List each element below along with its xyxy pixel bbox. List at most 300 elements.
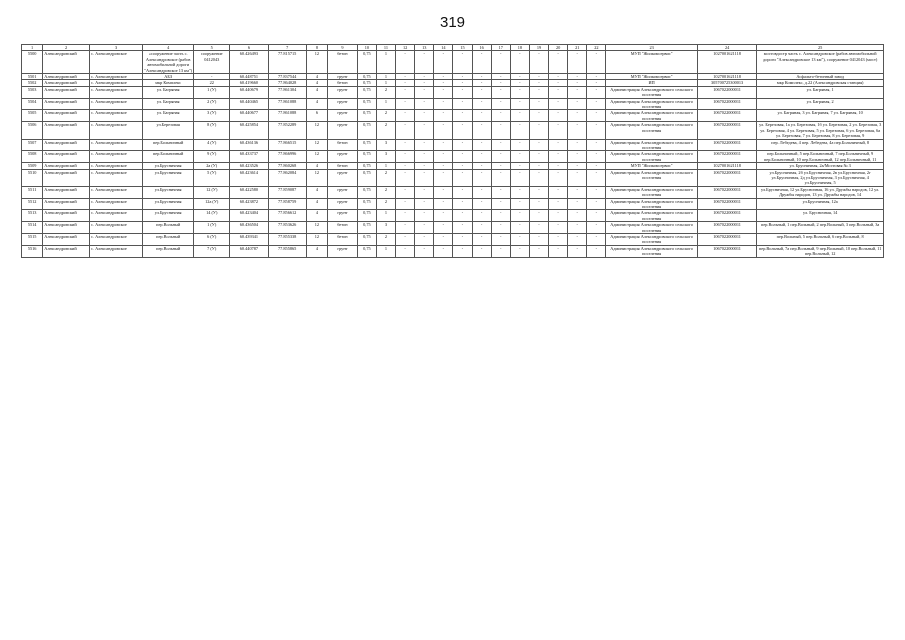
table-cell: - bbox=[491, 198, 510, 210]
table-cell: 1 bbox=[376, 210, 395, 222]
column-number-cell: 2 bbox=[43, 45, 90, 51]
table-cell: 5500 bbox=[22, 51, 43, 74]
table-cell: пер.Больничный bbox=[143, 139, 194, 151]
table-cell: - bbox=[510, 80, 529, 86]
table-cell: бетон bbox=[328, 234, 358, 246]
table-cell: 1067022000011 bbox=[697, 210, 757, 222]
table-cell: с. Александровское bbox=[90, 210, 143, 222]
table-cell: 5514 bbox=[22, 222, 43, 234]
table-cell: - bbox=[396, 169, 415, 186]
table-cell: 8 (У) bbox=[194, 122, 230, 139]
table-cell: 4 bbox=[306, 210, 327, 222]
table-cell: - bbox=[549, 186, 568, 198]
table-cell: 4 bbox=[306, 163, 327, 169]
table-cell: - bbox=[549, 169, 568, 186]
table-cell: - bbox=[491, 51, 510, 74]
table-cell: 0,75 bbox=[357, 74, 376, 80]
table-cell: - bbox=[453, 151, 472, 163]
table-cell: - bbox=[491, 245, 510, 257]
table-cell: 5507 bbox=[22, 139, 43, 151]
table-cell: 1027001621118 bbox=[697, 74, 757, 80]
table-cell: - bbox=[396, 139, 415, 151]
table-cell: 1 bbox=[376, 51, 395, 74]
table-cell: 305700725300013 bbox=[697, 80, 757, 86]
table-cell: - bbox=[491, 74, 510, 80]
table-cell: 1067022000011 bbox=[697, 169, 757, 186]
table-cell: - bbox=[472, 222, 491, 234]
table-cell: 1 bbox=[376, 98, 395, 110]
table-cell: 0,75 bbox=[357, 110, 376, 122]
column-number-cell: 9 bbox=[328, 45, 358, 51]
table-cell: 0,75 bbox=[357, 198, 376, 210]
table-cell: - bbox=[568, 139, 587, 151]
table-cell: - bbox=[453, 74, 472, 80]
table-cell: 0,75 bbox=[357, 186, 376, 198]
table-cell: 0,75 bbox=[357, 210, 376, 222]
table-cell: 2 bbox=[376, 122, 395, 139]
table-cell: ул. Багряная bbox=[143, 110, 194, 122]
table-cell: - bbox=[587, 98, 606, 110]
table-cell: - bbox=[587, 51, 606, 74]
table-cell: - bbox=[568, 86, 587, 98]
table-cell: ул.Брусничная, 12 ул.Брусничная, 16 ул. Дружбы народов, 12 ул. Дружбы народов, 13 ул. Дружбы народов, 14 bbox=[757, 186, 884, 198]
table-cell: - bbox=[415, 51, 434, 74]
table-cell: - bbox=[453, 163, 472, 169]
page-number: 319 bbox=[439, 14, 466, 31]
table-cell: - bbox=[529, 186, 548, 198]
table-cell: 0,75 bbox=[357, 151, 376, 163]
table-cell: «сооружение часть с. Александровское (рабов автомобильной дороги "Александровское 13 км") bbox=[144, 51, 193, 73]
table-row bbox=[22, 198, 884, 210]
table-cell: - bbox=[453, 98, 472, 110]
table-cell: - bbox=[568, 80, 587, 86]
table-cell: 2 bbox=[376, 110, 395, 122]
table-cell: 4 bbox=[306, 98, 327, 110]
table-cell: 4 (У) bbox=[194, 139, 230, 151]
table-cell: - bbox=[434, 186, 453, 198]
table-cell: - bbox=[549, 86, 568, 98]
table-cell: - bbox=[568, 110, 587, 122]
table-cell: ул. Брусничная, 14 bbox=[757, 210, 884, 222]
table-cell: бетон bbox=[328, 51, 358, 74]
table-cell: 0,75 bbox=[357, 51, 376, 74]
column-number-cell: 21 bbox=[568, 45, 587, 51]
table-cell: - bbox=[529, 139, 548, 151]
table-cell: Александровский bbox=[43, 198, 90, 210]
table-cell: с. Александровское bbox=[90, 151, 143, 163]
table-cell: мкр Комплекс, д.22 (Александровская станция) bbox=[757, 80, 884, 86]
table-cell: 14 (У) bbox=[194, 210, 230, 222]
table-cell: - bbox=[529, 80, 548, 86]
table-cell: - bbox=[453, 122, 472, 139]
table-cell: - bbox=[472, 163, 491, 169]
table-cell: - bbox=[491, 110, 510, 122]
table-cell: - bbox=[529, 210, 548, 222]
table-cell: - bbox=[415, 110, 434, 122]
table-cell: - bbox=[415, 245, 434, 257]
table-cell: 1067022000011 bbox=[697, 98, 757, 110]
table-cell: с. Александровское bbox=[90, 169, 143, 186]
table-cell: - bbox=[529, 169, 548, 186]
table-cell: 2 bbox=[376, 186, 395, 198]
table-cell: 3 bbox=[376, 139, 395, 151]
table-cell: пер.Вольный bbox=[143, 234, 194, 246]
table-cell: 6 bbox=[306, 110, 327, 122]
table-row bbox=[22, 86, 884, 98]
column-number-cell: 8 bbox=[306, 45, 327, 51]
table-cell: - bbox=[453, 245, 472, 257]
table-cell: пер.Вольный, 5 пер.Вольный, 6 пер.Вольный, 8 bbox=[757, 234, 884, 246]
table-cell: ул.Брусничная, 12а bbox=[757, 198, 884, 210]
table-cell: - bbox=[453, 169, 472, 186]
table-cell: - bbox=[510, 186, 529, 198]
table-cell: с. Александровское bbox=[90, 163, 143, 169]
table-cell: Александровский bbox=[43, 210, 90, 222]
table-cell: грунт bbox=[328, 198, 358, 210]
table-cell: Администрация Александровского сельского поселения bbox=[606, 245, 697, 257]
table-cell: 60.436504 bbox=[230, 222, 268, 234]
table-cell: - bbox=[472, 122, 491, 139]
table-cell: 22 bbox=[194, 80, 230, 86]
table-cell: с. Александровское bbox=[90, 98, 143, 110]
table-cell: 4 bbox=[306, 86, 327, 98]
table-cell: ул.Брусничная bbox=[143, 198, 194, 210]
table-cell: Александровский bbox=[43, 122, 90, 139]
column-number-cell: 10 bbox=[357, 45, 376, 51]
table-cell: 1027001621118 bbox=[697, 51, 757, 74]
table-cell: - bbox=[453, 51, 472, 74]
table-cell: 60.440679 bbox=[230, 86, 268, 98]
table-cell: - bbox=[510, 51, 529, 74]
table-cell: - bbox=[549, 139, 568, 151]
table-cell: - bbox=[415, 163, 434, 169]
table-cell: 5509 bbox=[22, 163, 43, 169]
table-row bbox=[22, 139, 884, 151]
table-cell: с. Александровское bbox=[90, 245, 143, 257]
table-cell: - bbox=[434, 86, 453, 98]
table-row bbox=[22, 210, 884, 222]
table-cell: 4 bbox=[306, 198, 327, 210]
table-cell: - bbox=[529, 74, 548, 80]
table-cell: - bbox=[415, 186, 434, 198]
table-cell: 1 bbox=[376, 245, 395, 257]
table-cell: - bbox=[434, 169, 453, 186]
table-cell: - bbox=[549, 74, 568, 80]
table-cell: пер. Лебедева, 4 пер. Лебедева, 4а пер.Больничный, 8 bbox=[757, 139, 884, 151]
table-cell: - bbox=[453, 110, 472, 122]
table-cell: - bbox=[587, 139, 606, 151]
table-cell: 77.855338 bbox=[268, 234, 306, 246]
table-cell: ул.Брусничная bbox=[143, 210, 194, 222]
table-cell: 4 bbox=[306, 80, 327, 86]
table-cell: пер.Вольный, 1 пер.Вольный, 2 пер.Вольный, 3 пер.Вольный, 3а bbox=[757, 222, 884, 234]
table-cell: - bbox=[434, 234, 453, 246]
table-cell: - bbox=[415, 210, 434, 222]
table-cell: Александровский bbox=[43, 151, 90, 163]
table-cell: - bbox=[434, 139, 453, 151]
table-cell: 6 (У) bbox=[194, 234, 230, 246]
table-cell: - bbox=[434, 151, 453, 163]
table-cell: - bbox=[510, 163, 529, 169]
table-cell: Администрация Александровского сельского поселения bbox=[606, 222, 697, 234]
table-cell: 1067022000011 bbox=[697, 151, 757, 163]
table-cell: Администрация Александровского сельского поселения bbox=[606, 198, 697, 210]
table-cell: - bbox=[453, 139, 472, 151]
table-row bbox=[22, 98, 884, 110]
table-cell: 1067022000011 bbox=[697, 122, 757, 139]
column-number-cell: 7 bbox=[268, 45, 306, 51]
table-cell: - bbox=[587, 151, 606, 163]
table-cell: с. Александровское bbox=[90, 110, 143, 122]
table-cell: - bbox=[587, 210, 606, 222]
table-cell: - bbox=[472, 74, 491, 80]
table-cell: Александровский bbox=[43, 222, 90, 234]
table-cell: 0,75 bbox=[357, 222, 376, 234]
table-cell: 1 (У) bbox=[194, 222, 230, 234]
column-number-cell: 6 bbox=[230, 45, 268, 51]
table-cell: 5513 bbox=[22, 210, 43, 222]
table-cell: - bbox=[568, 51, 587, 74]
table-cell: - bbox=[510, 110, 529, 122]
table-cell: 2 bbox=[376, 198, 395, 210]
column-number-cell: 17 bbox=[491, 45, 510, 51]
table-row bbox=[22, 245, 884, 257]
table-cell: 60.419660 bbox=[230, 80, 268, 86]
table-cell: 0,75 bbox=[357, 245, 376, 257]
table-cell: - bbox=[510, 139, 529, 151]
table-cell: грунт bbox=[328, 186, 358, 198]
table-cell: - bbox=[415, 234, 434, 246]
table-cell: 60.448751 bbox=[230, 74, 268, 80]
table-cell: - bbox=[529, 98, 548, 110]
table-cell: 77.855865 bbox=[268, 245, 306, 257]
column-number-cell: 4 bbox=[143, 45, 194, 51]
table-cell: - bbox=[472, 186, 491, 198]
table-cell: пер.Больничный bbox=[143, 151, 194, 163]
table-cell: - bbox=[415, 222, 434, 234]
table-cell: 60.440787 bbox=[230, 245, 268, 257]
table-cell: - bbox=[491, 163, 510, 169]
table-cell: 1067022000011 bbox=[697, 222, 757, 234]
table-cell: - bbox=[529, 86, 548, 98]
table-cell: грунт bbox=[328, 151, 358, 163]
table-cell: - bbox=[549, 234, 568, 246]
table-cell: Администрация Александровского сельского поселения bbox=[606, 110, 697, 122]
table-cell: - bbox=[434, 163, 453, 169]
table-cell: - bbox=[587, 198, 606, 210]
table-cell: - bbox=[510, 74, 529, 80]
table-cell: Асфальто-бетонный завод bbox=[757, 74, 884, 80]
table-cell: - bbox=[415, 74, 434, 80]
table-cell: - bbox=[396, 74, 415, 80]
table-cell: 77.837544 bbox=[268, 74, 306, 80]
table-cell: Александровский bbox=[43, 186, 90, 198]
table-cell: 60.440465 bbox=[230, 98, 268, 110]
table-cell: 5512 bbox=[22, 198, 43, 210]
table-cell: 5508 bbox=[22, 151, 43, 163]
table-cell: грунт bbox=[328, 98, 358, 110]
table-cell: - bbox=[529, 163, 548, 169]
table-cell: - bbox=[587, 110, 606, 122]
table-cell: - bbox=[472, 86, 491, 98]
table-cell: грунт bbox=[328, 74, 358, 80]
table-cell: - bbox=[396, 80, 415, 86]
table-cell: - bbox=[472, 234, 491, 246]
column-number-cell: 5 bbox=[194, 45, 230, 51]
table-cell: 77.862084 bbox=[268, 169, 306, 186]
table-cell: сооружение 0412043 bbox=[194, 51, 230, 74]
table-cell: - bbox=[396, 198, 415, 210]
table-cell: - bbox=[396, 122, 415, 139]
table-cell: 0,75 bbox=[357, 80, 376, 86]
table-cell: 5511 bbox=[22, 186, 43, 198]
table-cell: 60.433737 bbox=[230, 151, 268, 163]
table-cell: 60.423872 bbox=[230, 198, 268, 210]
table-cell: Администрация Александровского сельского поселения bbox=[606, 151, 697, 163]
table-cell: - bbox=[568, 198, 587, 210]
table-cell: Администрация Александровского сельского поселения bbox=[606, 234, 697, 246]
table-cell: - bbox=[434, 210, 453, 222]
table-cell: - bbox=[453, 186, 472, 198]
table-cell: с. Александровское bbox=[90, 186, 143, 198]
table-row bbox=[22, 51, 884, 74]
table-cell: 1 (У) bbox=[194, 86, 230, 98]
table-cell: 0,75 bbox=[357, 139, 376, 151]
table-cell: 77.852289 bbox=[268, 122, 306, 139]
table-cell: 1067022000011 bbox=[697, 234, 757, 246]
table-cell: - bbox=[491, 86, 510, 98]
table-cell: Александровский bbox=[43, 98, 90, 110]
table-cell: ул. Багряная bbox=[143, 86, 194, 98]
table-cell: - bbox=[587, 234, 606, 246]
table-cell: 60.423614 bbox=[230, 169, 268, 186]
table-cell: 12 bbox=[306, 151, 327, 163]
table-cell: - bbox=[491, 139, 510, 151]
table-cell: с. Александровское bbox=[90, 86, 143, 98]
table-cell: - bbox=[568, 98, 587, 110]
table-cell: - bbox=[472, 198, 491, 210]
table-cell: - bbox=[491, 234, 510, 246]
table-cell: 0,75 bbox=[357, 169, 376, 186]
column-number-cell: 12 bbox=[396, 45, 415, 51]
table-cell: ул.Брусничная bbox=[143, 186, 194, 198]
table-cell: - bbox=[529, 51, 548, 74]
table-cell: - bbox=[587, 163, 606, 169]
table-cell: с. Александровское bbox=[90, 80, 143, 86]
table-cell: - bbox=[434, 122, 453, 139]
table-cell: - bbox=[587, 245, 606, 257]
table-row bbox=[22, 169, 884, 186]
table-cell: 4 bbox=[306, 245, 327, 257]
table-cell: - bbox=[453, 222, 472, 234]
table-cell: 60.425854 bbox=[230, 122, 268, 139]
table-cell: 77.866996 bbox=[268, 151, 306, 163]
table-cell: 5504 bbox=[22, 98, 43, 110]
table-cell: с. Александровское bbox=[90, 198, 143, 210]
table-cell: - bbox=[434, 198, 453, 210]
table-cell: ул. Брусничная, 2а/Мостовая № 3 bbox=[757, 163, 884, 169]
table-cell: 77.858759 bbox=[268, 198, 306, 210]
table-cell: 12 bbox=[306, 122, 327, 139]
column-number-cell: 11 bbox=[376, 45, 395, 51]
table-row bbox=[22, 122, 884, 139]
table-cell: - bbox=[396, 186, 415, 198]
table-cell: Администрация Александровского сельского поселения bbox=[606, 186, 697, 198]
table-cell: - bbox=[587, 122, 606, 139]
table-cell: - bbox=[396, 210, 415, 222]
table-cell: 77.866515 bbox=[268, 139, 306, 151]
table-cell: Александровский bbox=[43, 234, 90, 246]
table-cell: 1 bbox=[376, 80, 395, 86]
table-cell: бетон bbox=[328, 222, 358, 234]
table-cell: МУП "Жилкомсервис" bbox=[606, 74, 697, 80]
table-cell: 77.861088 bbox=[268, 98, 306, 110]
table-cell: - bbox=[549, 110, 568, 122]
table-cell: - bbox=[396, 98, 415, 110]
table-cell: - bbox=[453, 80, 472, 86]
table-cell: с. Александровское bbox=[90, 51, 143, 74]
table-cell: - bbox=[472, 169, 491, 186]
table-cell: - bbox=[549, 151, 568, 163]
table-cell: - bbox=[396, 234, 415, 246]
table-cell: - bbox=[491, 98, 510, 110]
table-cell: 60.426493 bbox=[230, 51, 268, 74]
table-cell: ул. Багряная, 3 ул. Багряная, 7 ул. Багряная, 10 bbox=[757, 110, 884, 122]
table-cell: - bbox=[529, 198, 548, 210]
table-cell: - bbox=[510, 234, 529, 246]
table-cell: Администрация Александровского сельского поселения bbox=[606, 210, 697, 222]
table-cell: - bbox=[491, 151, 510, 163]
table-cell: ул. Багряная, 1 bbox=[757, 86, 884, 98]
table-cell: - bbox=[434, 74, 453, 80]
table-cell: 0,75 bbox=[357, 122, 376, 139]
table-cell: Администрация Александровского сельского поселения bbox=[606, 86, 697, 98]
column-number-cell: 20 bbox=[549, 45, 568, 51]
table-cell: - bbox=[549, 80, 568, 86]
table-cell: - bbox=[587, 80, 606, 86]
table-cell: - bbox=[491, 186, 510, 198]
table-cell: - bbox=[568, 222, 587, 234]
table-cell: 5510 bbox=[22, 169, 43, 186]
table-row bbox=[22, 186, 884, 198]
table-cell: - bbox=[194, 74, 230, 80]
table-cell: - bbox=[549, 163, 568, 169]
table-cell: с. Александровское bbox=[90, 234, 143, 246]
table-cell: Александровский bbox=[43, 169, 90, 186]
table-cell: - bbox=[472, 80, 491, 86]
table-cell: ул. Багряная bbox=[143, 98, 194, 110]
table-cell: - bbox=[587, 74, 606, 80]
column-number-cell: 13 bbox=[415, 45, 434, 51]
column-number-cell: 18 bbox=[510, 45, 529, 51]
table-cell: 60.440677 bbox=[230, 110, 268, 122]
table-cell: 5503 bbox=[22, 86, 43, 98]
table-row bbox=[22, 151, 884, 163]
table-cell: 5506 bbox=[22, 122, 43, 139]
table-cell: Александровский bbox=[43, 86, 90, 98]
table-cell: бетон bbox=[328, 163, 358, 169]
table-cell: 77.815715 bbox=[268, 51, 306, 74]
table-cell: 2а (У) bbox=[194, 163, 230, 169]
table-cell: - bbox=[510, 222, 529, 234]
table-cell: 1067022000011 bbox=[697, 110, 757, 122]
table-cell: - bbox=[472, 151, 491, 163]
table-row bbox=[22, 234, 884, 246]
column-number-cell: 25 bbox=[757, 45, 884, 51]
table-cell: - bbox=[415, 98, 434, 110]
table-cell: - bbox=[415, 169, 434, 186]
table-cell: Администрация Александровского сельского поселения bbox=[606, 98, 697, 110]
